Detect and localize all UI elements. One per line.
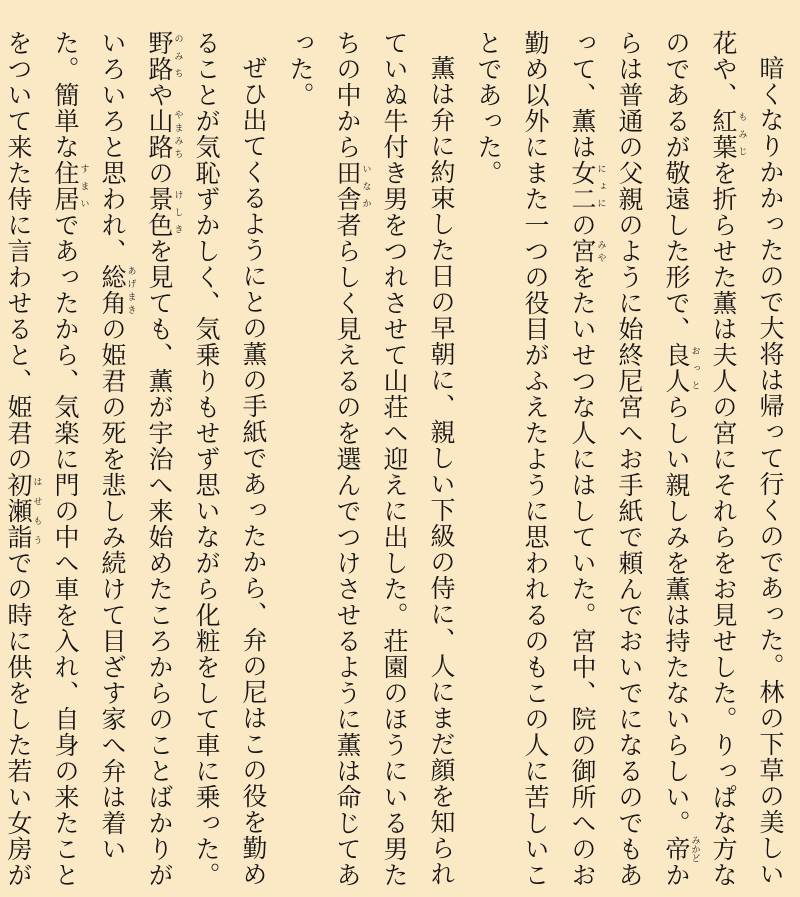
ruby-base: 初瀬詣 <box>4 472 33 550</box>
ruby-word <box>4 472 42 550</box>
text-run: をたいせつな人にはしていた。宮中、院の御所へのお勤め以外にまた一つの役目がふえたように思われるのもこの人に苦しいことであった。 <box>474 30 597 888</box>
text-run: からは普通の父親のように始終尼宮へお手紙で頼んでおいでになるのでもあって、薫は <box>568 30 691 888</box>
furigana: すまい <box>78 160 89 212</box>
text-run: での時に供をした若い女房が <box>4 550 33 888</box>
ruby-base: 田舎 <box>333 160 362 212</box>
furigana: けしき <box>172 186 183 238</box>
furigana: もみじ <box>736 108 747 160</box>
ruby-base: 女二 <box>568 160 597 212</box>
vertical-text-body <box>0 30 794 890</box>
furigana: にょに <box>595 160 606 212</box>
ruby-word <box>662 835 700 863</box>
ruby-word <box>145 186 183 238</box>
furigana: みかど <box>689 835 700 863</box>
ruby-base: 住居 <box>51 160 80 212</box>
ruby-base: 帝 <box>662 835 691 863</box>
text-run: 者らしく見えるのを選んでつけさせるように薫は命じてあった。 <box>286 30 362 888</box>
ruby-base: 野路 <box>145 30 174 82</box>
text-run: 暗くなりかかったので大将は帰って行くのであった。林の下草の美しい花や、 <box>709 30 785 887</box>
text-run: を折らせた薫は夫人の宮にそれらをお見せした。りっぱな方なのであるが敬遠した形で、 <box>662 30 738 888</box>
ruby-word <box>98 264 136 316</box>
paragraph-1 <box>465 30 794 890</box>
ruby-word <box>51 160 89 212</box>
furigana: おっと <box>689 342 700 394</box>
ruby-base: 総角 <box>98 264 127 316</box>
text-run: の姫君の死を悲しみ続けて目ざす家へ弁は着いた。簡単な <box>51 30 127 862</box>
ruby-word <box>333 160 371 212</box>
ruby-base: 紅葉 <box>709 108 738 160</box>
furigana: はせもう <box>31 472 42 550</box>
ruby-word <box>709 108 747 160</box>
paragraph-3 <box>0 30 277 890</box>
paragraph-2 <box>277 30 465 890</box>
text-run: を見ても、薫が宇治へ来始めたころからのことばかりがいろいろと思われ、 <box>98 30 174 888</box>
ruby-base: 良人 <box>662 342 691 394</box>
ruby-word <box>145 108 183 160</box>
furigana: のみち <box>172 30 183 82</box>
furigana: いなか <box>360 160 371 212</box>
furigana: あげまき <box>125 264 136 316</box>
text-run: 薫は弁に約束した日の早朝に、親しい下級の侍に、人にまだ顔を知られていぬ牛付き男をつれさせて山荘へ迎えに出した。荘園のほうにいる男たちの中から <box>333 30 456 888</box>
text-run: や <box>145 82 174 108</box>
text-run: らしい親しみを薫は持たないらしい。 <box>662 394 691 836</box>
ruby-word <box>145 30 183 82</box>
ruby-word <box>662 342 700 394</box>
text-run: の <box>568 212 597 238</box>
ruby-word <box>568 160 606 212</box>
ruby-base: 宮 <box>568 238 597 264</box>
text-run: の <box>145 160 174 186</box>
ruby-word <box>568 238 606 264</box>
furigana: みや <box>595 238 606 264</box>
text-run: ぜひ出てくるようにとの薫の手紙であったから、弁の尼はこの役を勤めることが気恥ずかしく、気乗りもせず思いながら化粧をして車に乗った。 <box>192 30 268 888</box>
furigana: やまみち <box>172 108 183 160</box>
ruby-base: 景色 <box>145 186 174 238</box>
ruby-base: 山路 <box>145 108 174 160</box>
text-run: であったから、気楽に門の中へ車を入れ、自身の来たことをついて来た侍に言わせると、姫君の <box>4 30 80 888</box>
